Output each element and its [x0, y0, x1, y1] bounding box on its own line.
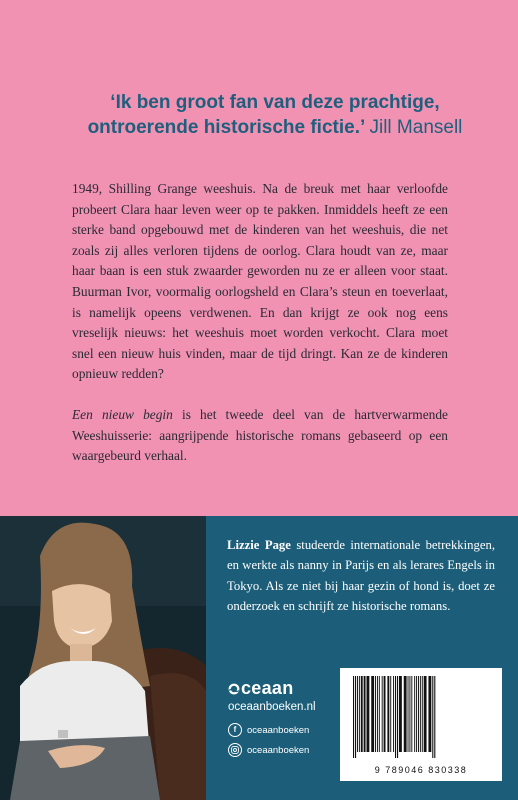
- review-quote: [60, 90, 490, 140]
- facebook-icon: f: [228, 723, 242, 737]
- barcode-bar: [408, 676, 409, 752]
- author-photo: [0, 516, 206, 800]
- barcode-bar: [357, 676, 358, 752]
- quote-author: Jill Mansell: [369, 117, 463, 138]
- blurb-paragraph-2-text: is het tweede deel van de hartverwarmende Weeshuisserie: aangrijpende historische romans gebaseerd op een waargebeurd verhaal.: [72, 406, 448, 464]
- barcode-guard-bar: [355, 676, 356, 758]
- blurb-paragraph-1: 1949, Shilling Grange weeshuis. Na de breuk met haar verloofde probeert Clara haar leven weer op te pakken. Inmiddels heeft ze een sterke band opgebouwd met de kinderen van het weeshuis, die net zoals zij alles verloren tijdens de oorlog. Clara houdt van ze, maar haar baan is een stuk zwaarder geworden nu ze er alleen voor staat. Buurman Ivor, voormalig oorlogsheld en Clara’s steun en toeverlaat, is namelijk opeens verdwenen. En dan krijgt ze ook nog eens vreselijk nieuws: het weeshuis moet worden verkocht. Clara moet snel een nieuw huis vinden, maar de tijd dringt. Kan ze de kinderen opnieuw redden?: [72, 181, 448, 382]
- publisher-logo-text: ceaan: [241, 678, 294, 698]
- barcode-bar: [411, 676, 412, 752]
- barcode-bar: [420, 676, 421, 752]
- barcode-bar: [424, 676, 427, 752]
- barcode-guard-bar: [397, 676, 398, 758]
- instagram-icon: [228, 743, 242, 757]
- barcode-bar: [428, 676, 431, 752]
- facebook-link[interactable]: [228, 723, 338, 737]
- barcode-guard-bar: [434, 676, 435, 758]
- facebook-handle: oceaanboeken: [247, 724, 310, 736]
- instagram-link[interactable]: [228, 743, 338, 757]
- barcode-bar: [390, 676, 391, 752]
- author-bio-text: studeerde internationale betrekkingen, en werkte als nanny in Parijs en als lerares Engels in Tokyo. Als ze niet bij haar gezin of hond is, doet ze onderzoek en schrijft ze historische romans.: [227, 538, 495, 614]
- barcode-bar: [361, 676, 363, 752]
- author-panel: [0, 516, 518, 800]
- barcode-bars: [351, 676, 491, 758]
- barcode-bar: [364, 676, 366, 752]
- book-blurb: [72, 179, 448, 487]
- isbn-barcode: [340, 668, 502, 781]
- isbn-number: 9 789046 830338: [374, 765, 468, 775]
- barcode-bar: [359, 676, 360, 752]
- barcode-bar: [399, 676, 402, 752]
- barcode-bar: [367, 676, 370, 752]
- barcode-bar: [414, 676, 415, 752]
- barcode-bar: [422, 676, 423, 752]
- barcode-guard-bar: [353, 676, 354, 758]
- barcode-guard-bar: [432, 676, 433, 758]
- barcode-bar: [409, 676, 410, 752]
- barcode-bar: [393, 676, 394, 752]
- barcode-bar: [384, 676, 386, 752]
- instagram-handle: oceaanboeken: [247, 744, 310, 756]
- barcode-bar: [418, 676, 419, 752]
- barcode-bar: [416, 676, 417, 752]
- quote-text: ‘Ik ben groot fan van deze prachtige, ontroerende historische fictie.’: [87, 92, 440, 138]
- publisher-logo: [228, 678, 338, 699]
- oceaan-logo-icon: [228, 683, 240, 695]
- barcode-bar: [371, 676, 374, 752]
- barcode-bar: [375, 676, 376, 752]
- blurb-paragraph-2: [72, 405, 448, 467]
- barcode-bar: [379, 676, 380, 752]
- publisher-website[interactable]: oceaanboeken.nl: [228, 701, 316, 713]
- publisher-block: [228, 678, 338, 757]
- barcode-bar: [382, 676, 383, 752]
- book-title: Een nieuw begin: [72, 406, 173, 422]
- author-name: Lizzie Page: [227, 538, 291, 552]
- barcode-bar: [377, 676, 378, 752]
- barcode-bar: [387, 676, 389, 752]
- barcode-bar: [404, 676, 407, 752]
- barcode-guard-bar: [395, 676, 396, 758]
- author-bio: [227, 535, 495, 617]
